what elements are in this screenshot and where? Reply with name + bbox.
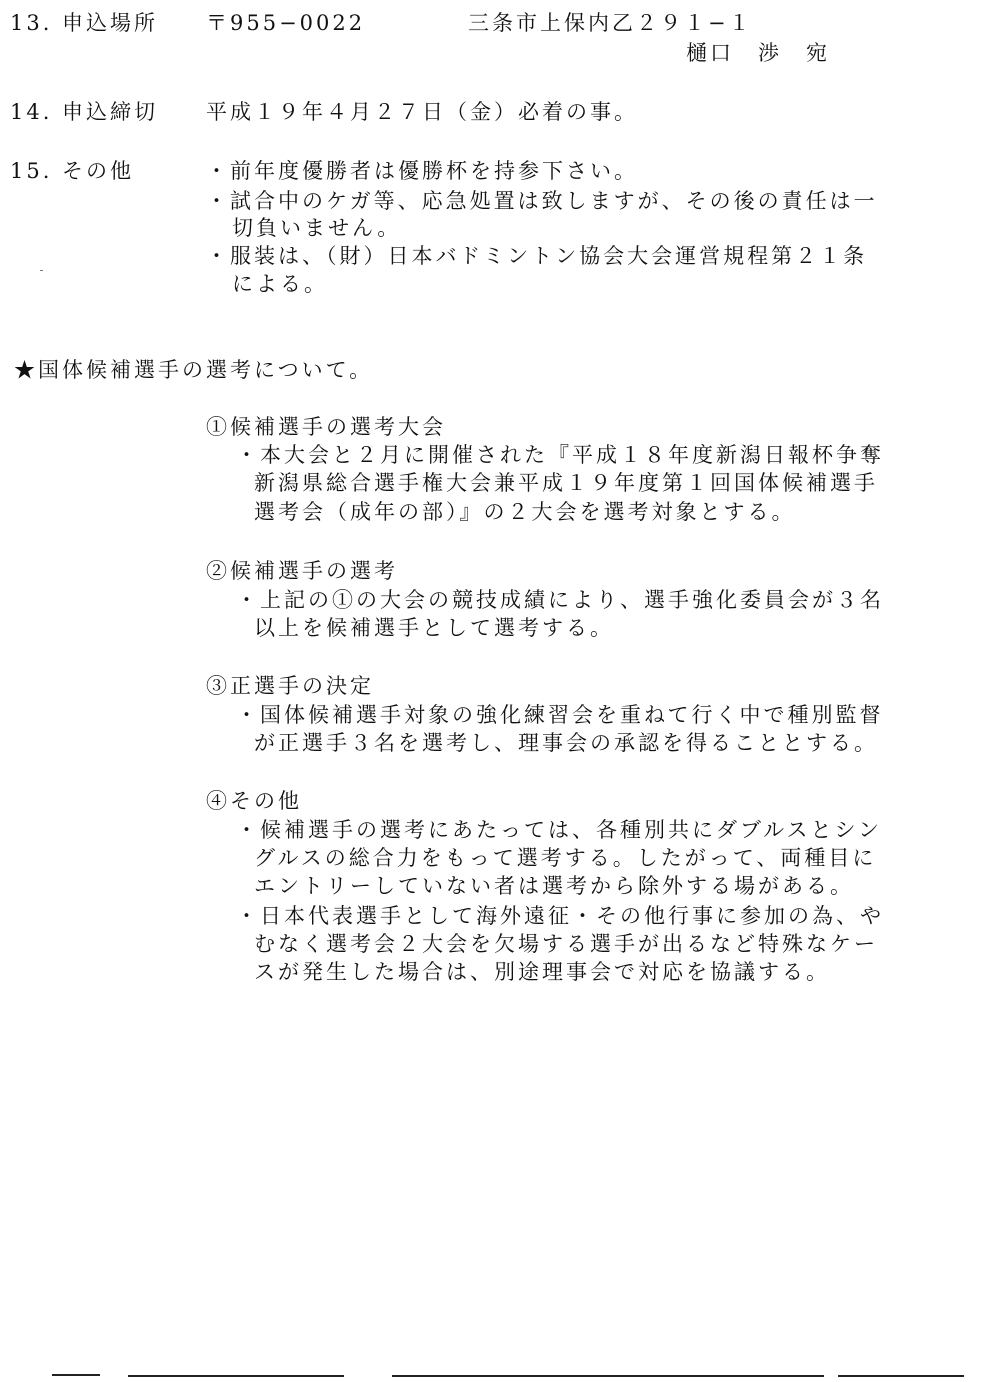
section-4-line-2: グルスの総合力をもって選考する。したがって、両種目に bbox=[254, 846, 877, 870]
item-15-bullet-2-cont: 切負いません。 bbox=[232, 216, 402, 240]
section-4-line-6: スが発生した場合は、別途理事会で対応を協議する。 bbox=[254, 960, 830, 984]
section-2-title: ②候補選手の選考 bbox=[206, 559, 398, 583]
section-1-line-3: 選考会（成年の部）』の２大会を選考対象とする。 bbox=[254, 500, 796, 524]
section-2-line-2: 以上を候補選手として選考する。 bbox=[254, 616, 614, 640]
footer-rule-segment bbox=[52, 1374, 100, 1376]
section-4-line-1: ・候補選手の選考にあたっては、各種別共にダブルスとシン bbox=[236, 818, 883, 842]
item-15-bullet-3: ・服装は、（財）日本バドミントン協会大会運営規程第２１条 bbox=[206, 244, 868, 268]
item-13-postal-code: 〒955−0022 bbox=[206, 11, 366, 35]
section-4-line-3: エントリーしていない者は選考から除外する場がある。 bbox=[254, 874, 854, 898]
section-3-line-2: が正選手３名を選考し、理事会の承認を得ることとする。 bbox=[254, 731, 878, 755]
section-4-line-5: むなく選考会２大会を欠場する選手が出るなど特殊なケー bbox=[254, 932, 878, 956]
item-15-bullet-3-cont: による。 bbox=[232, 272, 328, 296]
section-2-line-1: ・上記の①の大会の競技成績により、選手強化委員会が３名 bbox=[236, 588, 884, 612]
item-14-number: 14. bbox=[10, 100, 53, 124]
item-15-bullet-2: ・試合中のケガ等、応急処置は致しますが、その後の責任は一 bbox=[206, 189, 878, 213]
item-13-number: 13. bbox=[10, 11, 53, 35]
section-1-line-2: 新潟県総合選手権大会兼平成１９年度第１回国体候補選手 bbox=[254, 471, 878, 495]
section-3-line-1: ・国体候補選手対象の強化練習会を重ねて行く中で種別監督 bbox=[236, 703, 884, 727]
item-14-deadline: 平成１９年４月２７日（金）必着の事。 bbox=[206, 100, 638, 124]
section-1-title: ①候補選手の選考大会 bbox=[206, 415, 446, 439]
item-15-label: その他 bbox=[62, 159, 134, 183]
item-13-label: 申込場所 bbox=[62, 11, 158, 35]
section-3-title: ③正選手の決定 bbox=[206, 674, 374, 698]
item-13-recipient-name: 樋口 渉 宛 bbox=[686, 41, 830, 65]
section-4-title: ④その他 bbox=[206, 789, 302, 813]
section-1-line-1: ・本大会と２月に開催された『平成１８年度新潟日報杯争奪 bbox=[236, 443, 884, 467]
item-15-number: 15. bbox=[10, 159, 53, 183]
item-13-address: 三条市上保内乙２９１−１ bbox=[468, 11, 753, 35]
footer-rule-segment bbox=[392, 1375, 824, 1377]
footer-rule-segment bbox=[838, 1375, 964, 1377]
footer-rule-segment bbox=[128, 1375, 344, 1377]
selection-heading: ★国体候補選手の選考について。 bbox=[14, 358, 374, 382]
item-15-bullet-1: ・前年度優勝者は優勝杯を持参下さい。 bbox=[206, 159, 638, 183]
item-14-label: 申込締切 bbox=[62, 100, 158, 124]
section-4-line-4: ・日本代表選手として海外遠征・その他行事に参加の為、や bbox=[236, 904, 884, 928]
scan-speck bbox=[40, 270, 43, 271]
